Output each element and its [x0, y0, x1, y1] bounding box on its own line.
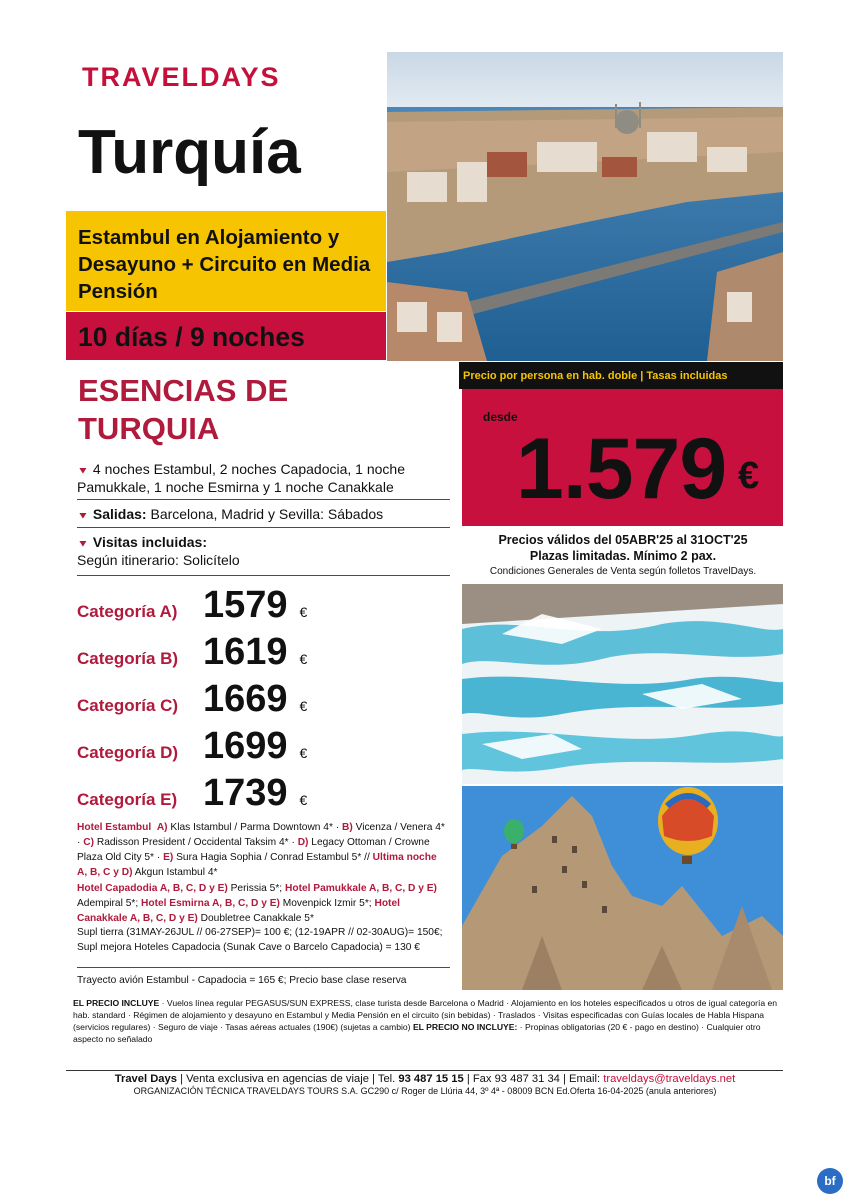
pamukkale-photo — [462, 584, 783, 784]
footer-contact: Travel Days | Venta exclusiva en agencias de viaje | Tel. 93 487 15 15 | Fax 93 487 31 34 | Email: traveldays@traveldays.net — [114, 1073, 736, 1085]
divider — [77, 575, 450, 576]
hotels-estambul: Hotel Estambul A) Klas Istambul / Parma Downtown 4* · B) Vicenza / Venera 4* · C) Radisson President / Occidental Taksim 4* · D) Legacy Ottoman / Crowne Plaza Old City 5* · E) Sura Hagia Sophia / Conrad Estambul 5* // Ultima noche A, B, C y D) Akgun Istambul 4* — [77, 822, 445, 878]
istanbul-photo — [387, 52, 783, 361]
email-link[interactable]: traveldays@traveldays.net — [603, 1073, 736, 1085]
footer-divider — [66, 1070, 783, 1071]
desde-label: desde — [483, 410, 518, 424]
category-price: 1699 € — [203, 725, 308, 767]
visitas-bullet: ▼ Visitas incluidas: Según itinerario: Solicítelo — [77, 534, 240, 568]
category-label: Categoría C) — [77, 696, 179, 715]
divider — [77, 499, 450, 500]
divider — [77, 527, 450, 528]
nights-bullet: ▼ 4 noches Estambul, 2 noches Capadocia, 1 noche Pamukkale, 1 noche Esmirna y 1 noche Canakkale — [77, 461, 405, 495]
trayecto: Trayecto avión Estambul - Capadocia = 165 €; Precio base clase reserva — [77, 975, 407, 986]
category-price: 1579 € — [203, 584, 308, 626]
category-label: Categoría D) — [77, 743, 179, 762]
footer-legal: ORGANIZACIÓN TÉCNICA TRAVELDAYS TOURS S.A. GC290 c/ Roger de Llúria 44, 3º 4ª - 08009 BCN Ed.Oferta 16-04-2025 (anula anteriores) — [133, 1086, 717, 1096]
includes: EL PRECIO INCLUYE · Vuelos línea regular PEGASUS/SUN EXPRESS, clase turista desde Barcelona o Madrid · Alojamiento en los hoteles especificados u otros de igual categoría en hab. standard · Régimen de alojamiento y desayuno en Estambul y Media Pensión en el circuito (sin bebidas) · Traslados · Visitas especificadas con Guías locales de Habla Hispana (servicios regulares) · Seguro de viaje · Tasas aéreas actuales (190€) (sujetas a cambio) EL PRECIO NO INCLUYE: · Propinas obligatorias (20 € - pago en destino) · Cualquier otro aspecto no señalado — [73, 998, 778, 1044]
conditions: Condiciones Generales de Venta según folletos TravelDays. — [489, 566, 757, 577]
traveldays-logo: TRAVELDAYS — [82, 62, 281, 92]
price-bar: Precio por persona en hab. doble | Tasas incluidas — [459, 362, 783, 389]
cappadocia-photo — [462, 786, 783, 990]
divider — [77, 967, 450, 968]
category-price: 1669 € — [203, 678, 308, 720]
category-price: 1739 € — [203, 772, 308, 814]
big-price-currency: € — [738, 455, 760, 497]
supplements: Supl tierra (31MAY-26JUL // 06-27SEP)= 100 €; (12-19APR // 02-30AUG)= 150€; Supl mejora Hoteles Capadocia (Sunak Cave o Barcelo Capadocia) = 130 € — [77, 927, 443, 953]
category-label: Categoría B) — [77, 649, 179, 668]
triangle-icon: ▼ — [77, 464, 89, 476]
page-title: Turquía — [78, 118, 301, 187]
bf-badge-icon[interactable]: bf — [817, 1168, 843, 1194]
duration: 10 días / 9 noches — [78, 322, 305, 352]
big-price: 1.579 — [516, 421, 727, 517]
subtitle: Estambul en Alojamiento y Desayuno + Circuito en Media Pensión — [78, 226, 371, 303]
salidas-bullet: ▼ Salidas: Barcelona, Madrid y Sevilla: Sábados — [77, 506, 384, 522]
triangle-icon: ▼ — [77, 537, 89, 549]
category-label: Categoría E) — [77, 790, 178, 809]
category-label: Categoría A) — [77, 602, 178, 621]
triangle-icon: ▼ — [77, 509, 89, 521]
circuit-name: ESENCIAS DE TURQUIA — [78, 373, 289, 446]
hotels-circuit: Hotel Capadodia A, B, C, D y E) Perissia 5*; Hotel Pamukkale A, B, C, D y E) Adempiral 5*; Hotel Esmirna A, B, C, D y E) Movenpick Izmir 5*; Hotel Canakkale A, B, C, D y E) Doubletree Canakkale 5* — [77, 883, 437, 924]
category-price: 1619 € — [203, 631, 308, 673]
validity: Precios válidos del 05ABR'25 al 31OCT'25 Plazas limitadas. Mínimo 2 pax. — [498, 533, 748, 563]
